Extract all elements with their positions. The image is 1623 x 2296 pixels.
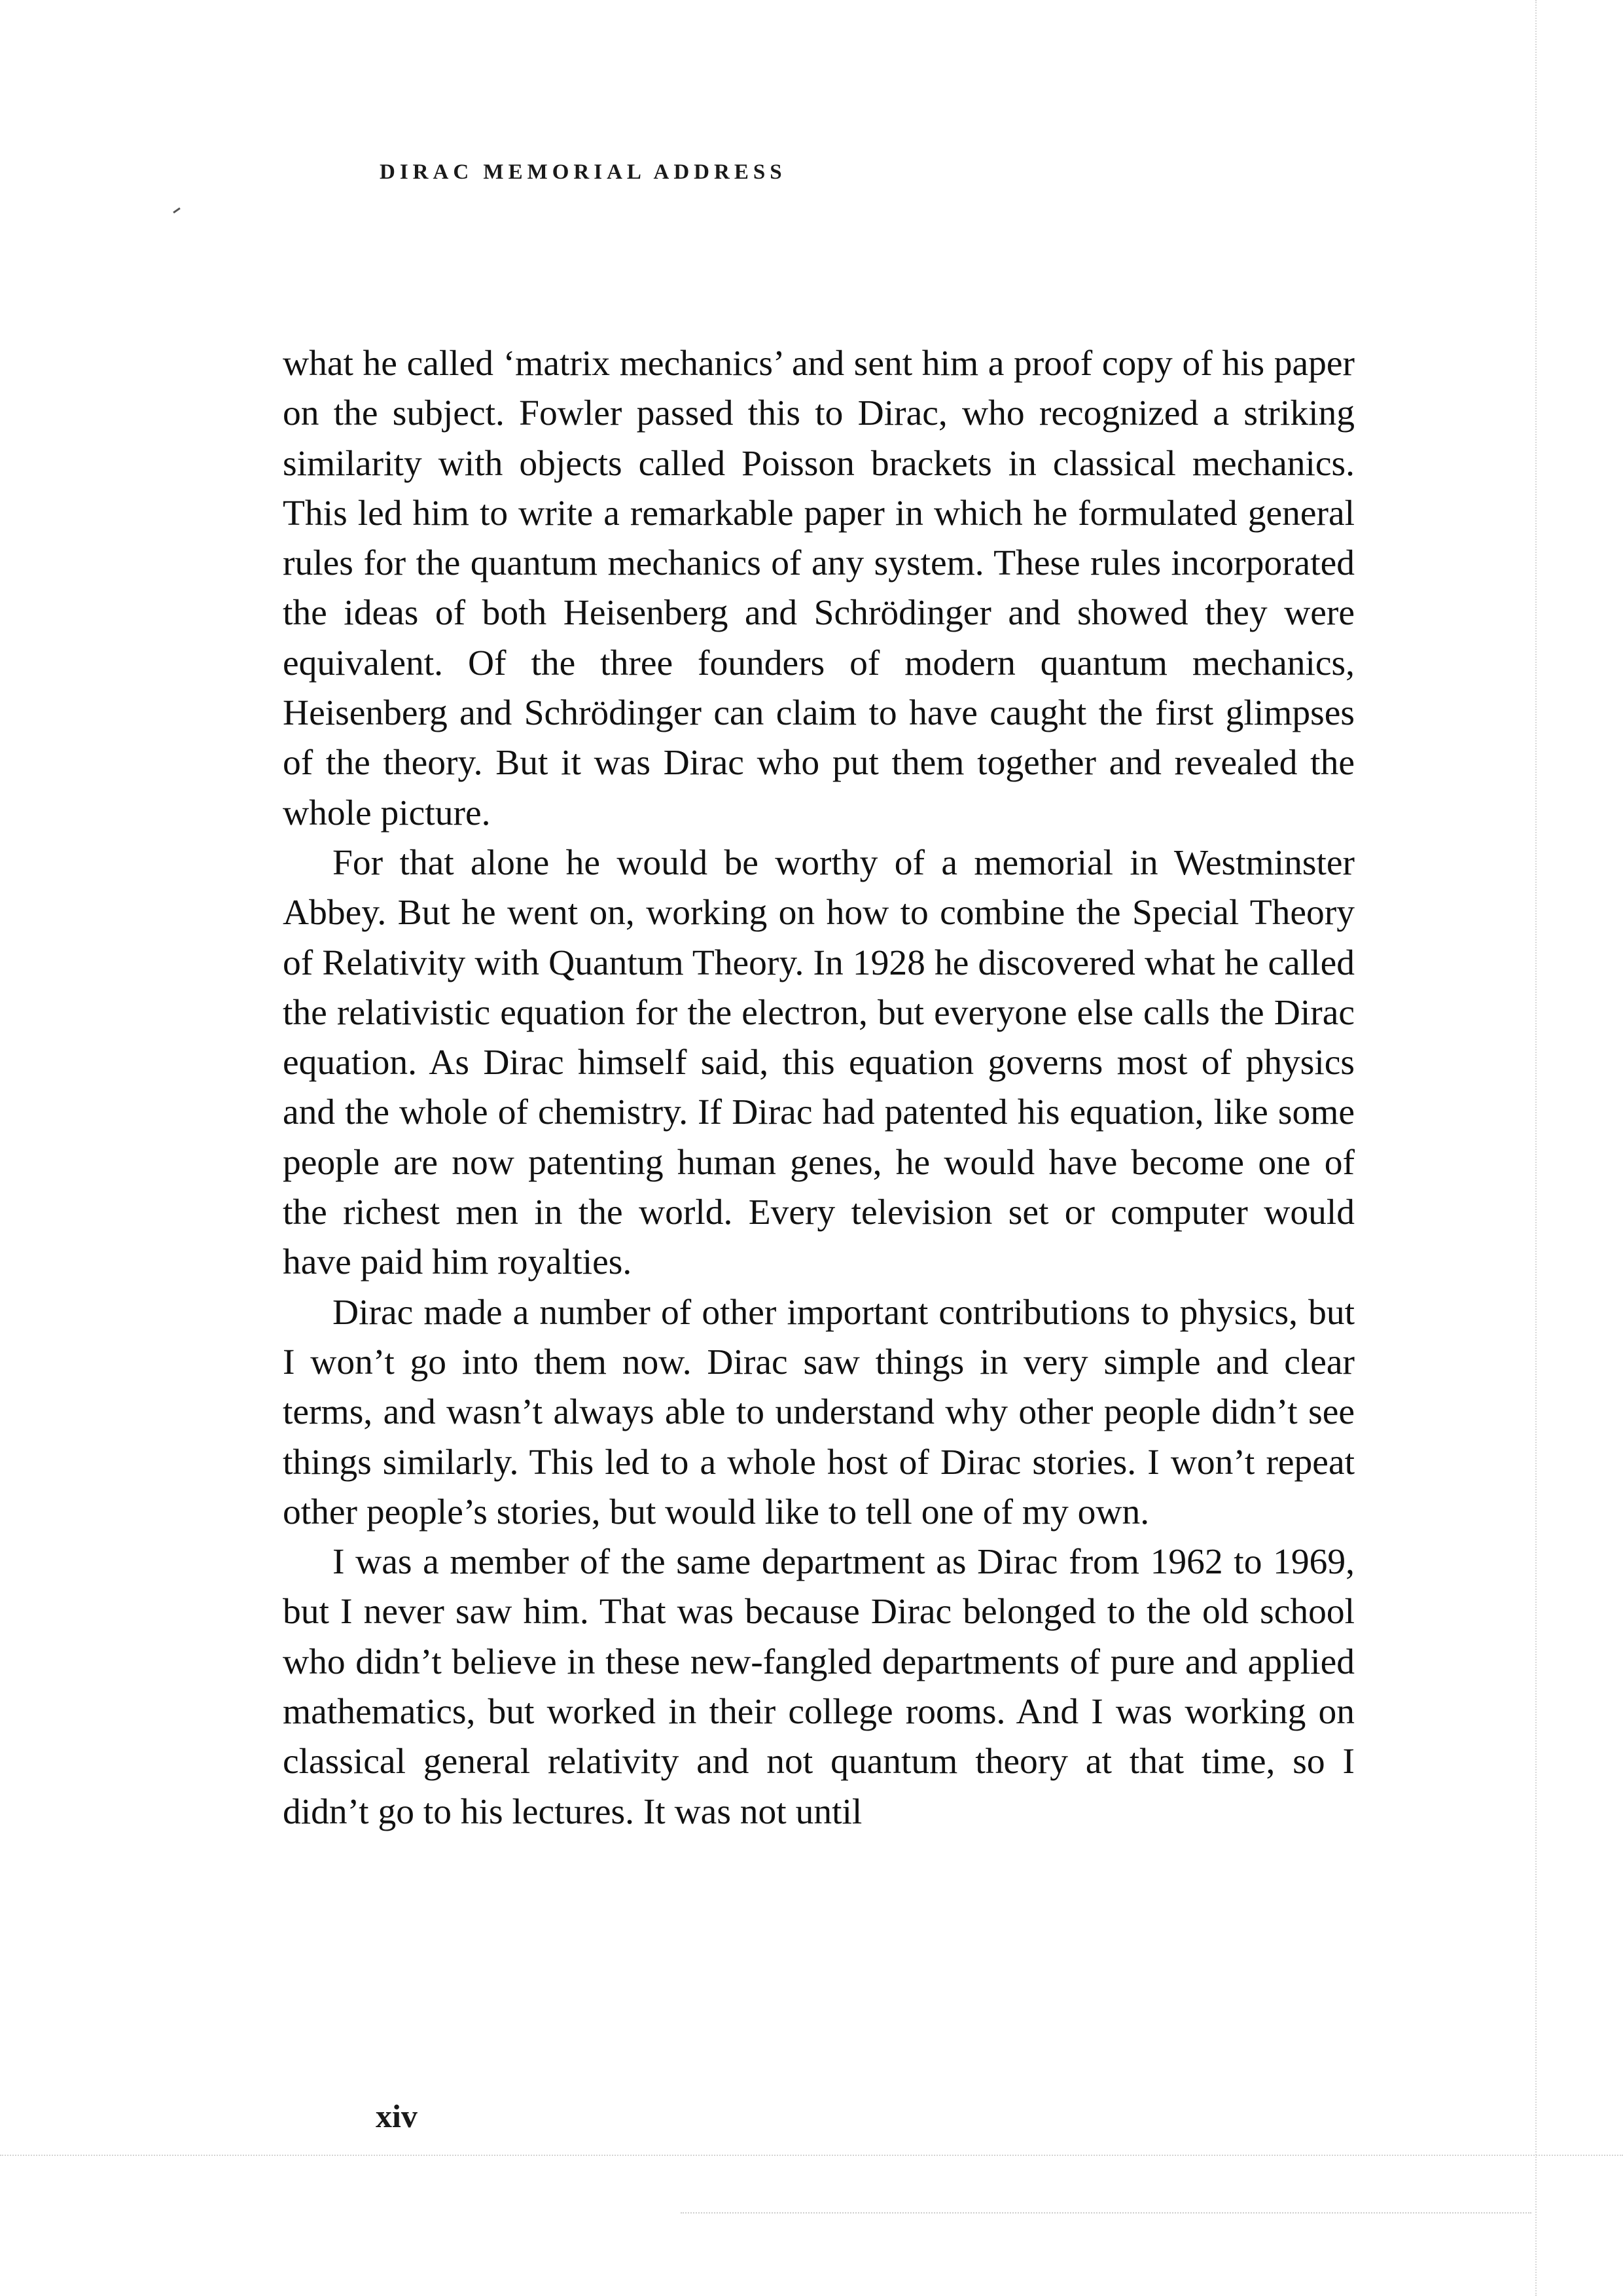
scan-edge-bottom xyxy=(0,2155,1623,2157)
paragraph-3: Dirac made a number of other important contributions to physics, but I won’t go into them now. Dirac saw things in very simple and clear terms, and wasn’t always able to understand why other people didn’t see things similarly. This led to a whole host of Dirac stories. I won’t repeat other people’s stories, but would like to tell one of my own. xyxy=(283,1292,1355,1532)
body-text xyxy=(283,339,1355,1837)
scan-edge-bottom-secondary xyxy=(681,2212,1531,2215)
page-number: xiv xyxy=(376,2098,418,2134)
paragraph-1: what he called ‘matrix mechanics’ and sent him a proof copy of his paper on the subject. Fowler passed this to Dirac, who recognized a striking similarity with objects called Poisson brackets in classical mechanics. This led him to write a remarkable paper in which he formulated general rules for the quantum mechanics of any system. These rules incorporated the ideas of both Heisenberg and Schrödinger and showed they were equivalent. Of the three founders of modern quantum mechanics, Heisenberg and Schrödinger can claim to have caught the first glimpses of the theory. But it was Dirac who put them together and revealed the whole picture. xyxy=(283,344,1355,833)
paragraph-4: I was a member of the same department as Dirac from 1962 to 1969, but I never saw him. That was because Dirac belonged to the old school who didn’t believe in these new-fangled departments of pure and applied mathematics, but worked in their college rooms. And I was working on classical general relativity and not quantum theory at that time, so I didn’t go to his lectures. It was not until xyxy=(283,1542,1355,1832)
paragraph-2: For that alone he would be worthy of a memorial in Westminster Abbey. But he went on, working on how to combine the Special Theory of Relativity with Quantum Theory. In 1928 he discovered what he called the relativistic equation for the electron, but everyone else calls the Dirac equation. As Dirac himself said, this equation governs most of physics and the whole of chemistry. If Dirac had patented his equation, like some people are now patenting human genes, he would have become one of the richest men in the world. Every television set or computer would have paid him royalties. xyxy=(283,842,1355,1283)
scan-edge-right xyxy=(1535,0,1538,2296)
running-header: DIRAC MEMORIAL ADDRESS xyxy=(380,160,787,184)
scan-speck xyxy=(173,207,181,213)
